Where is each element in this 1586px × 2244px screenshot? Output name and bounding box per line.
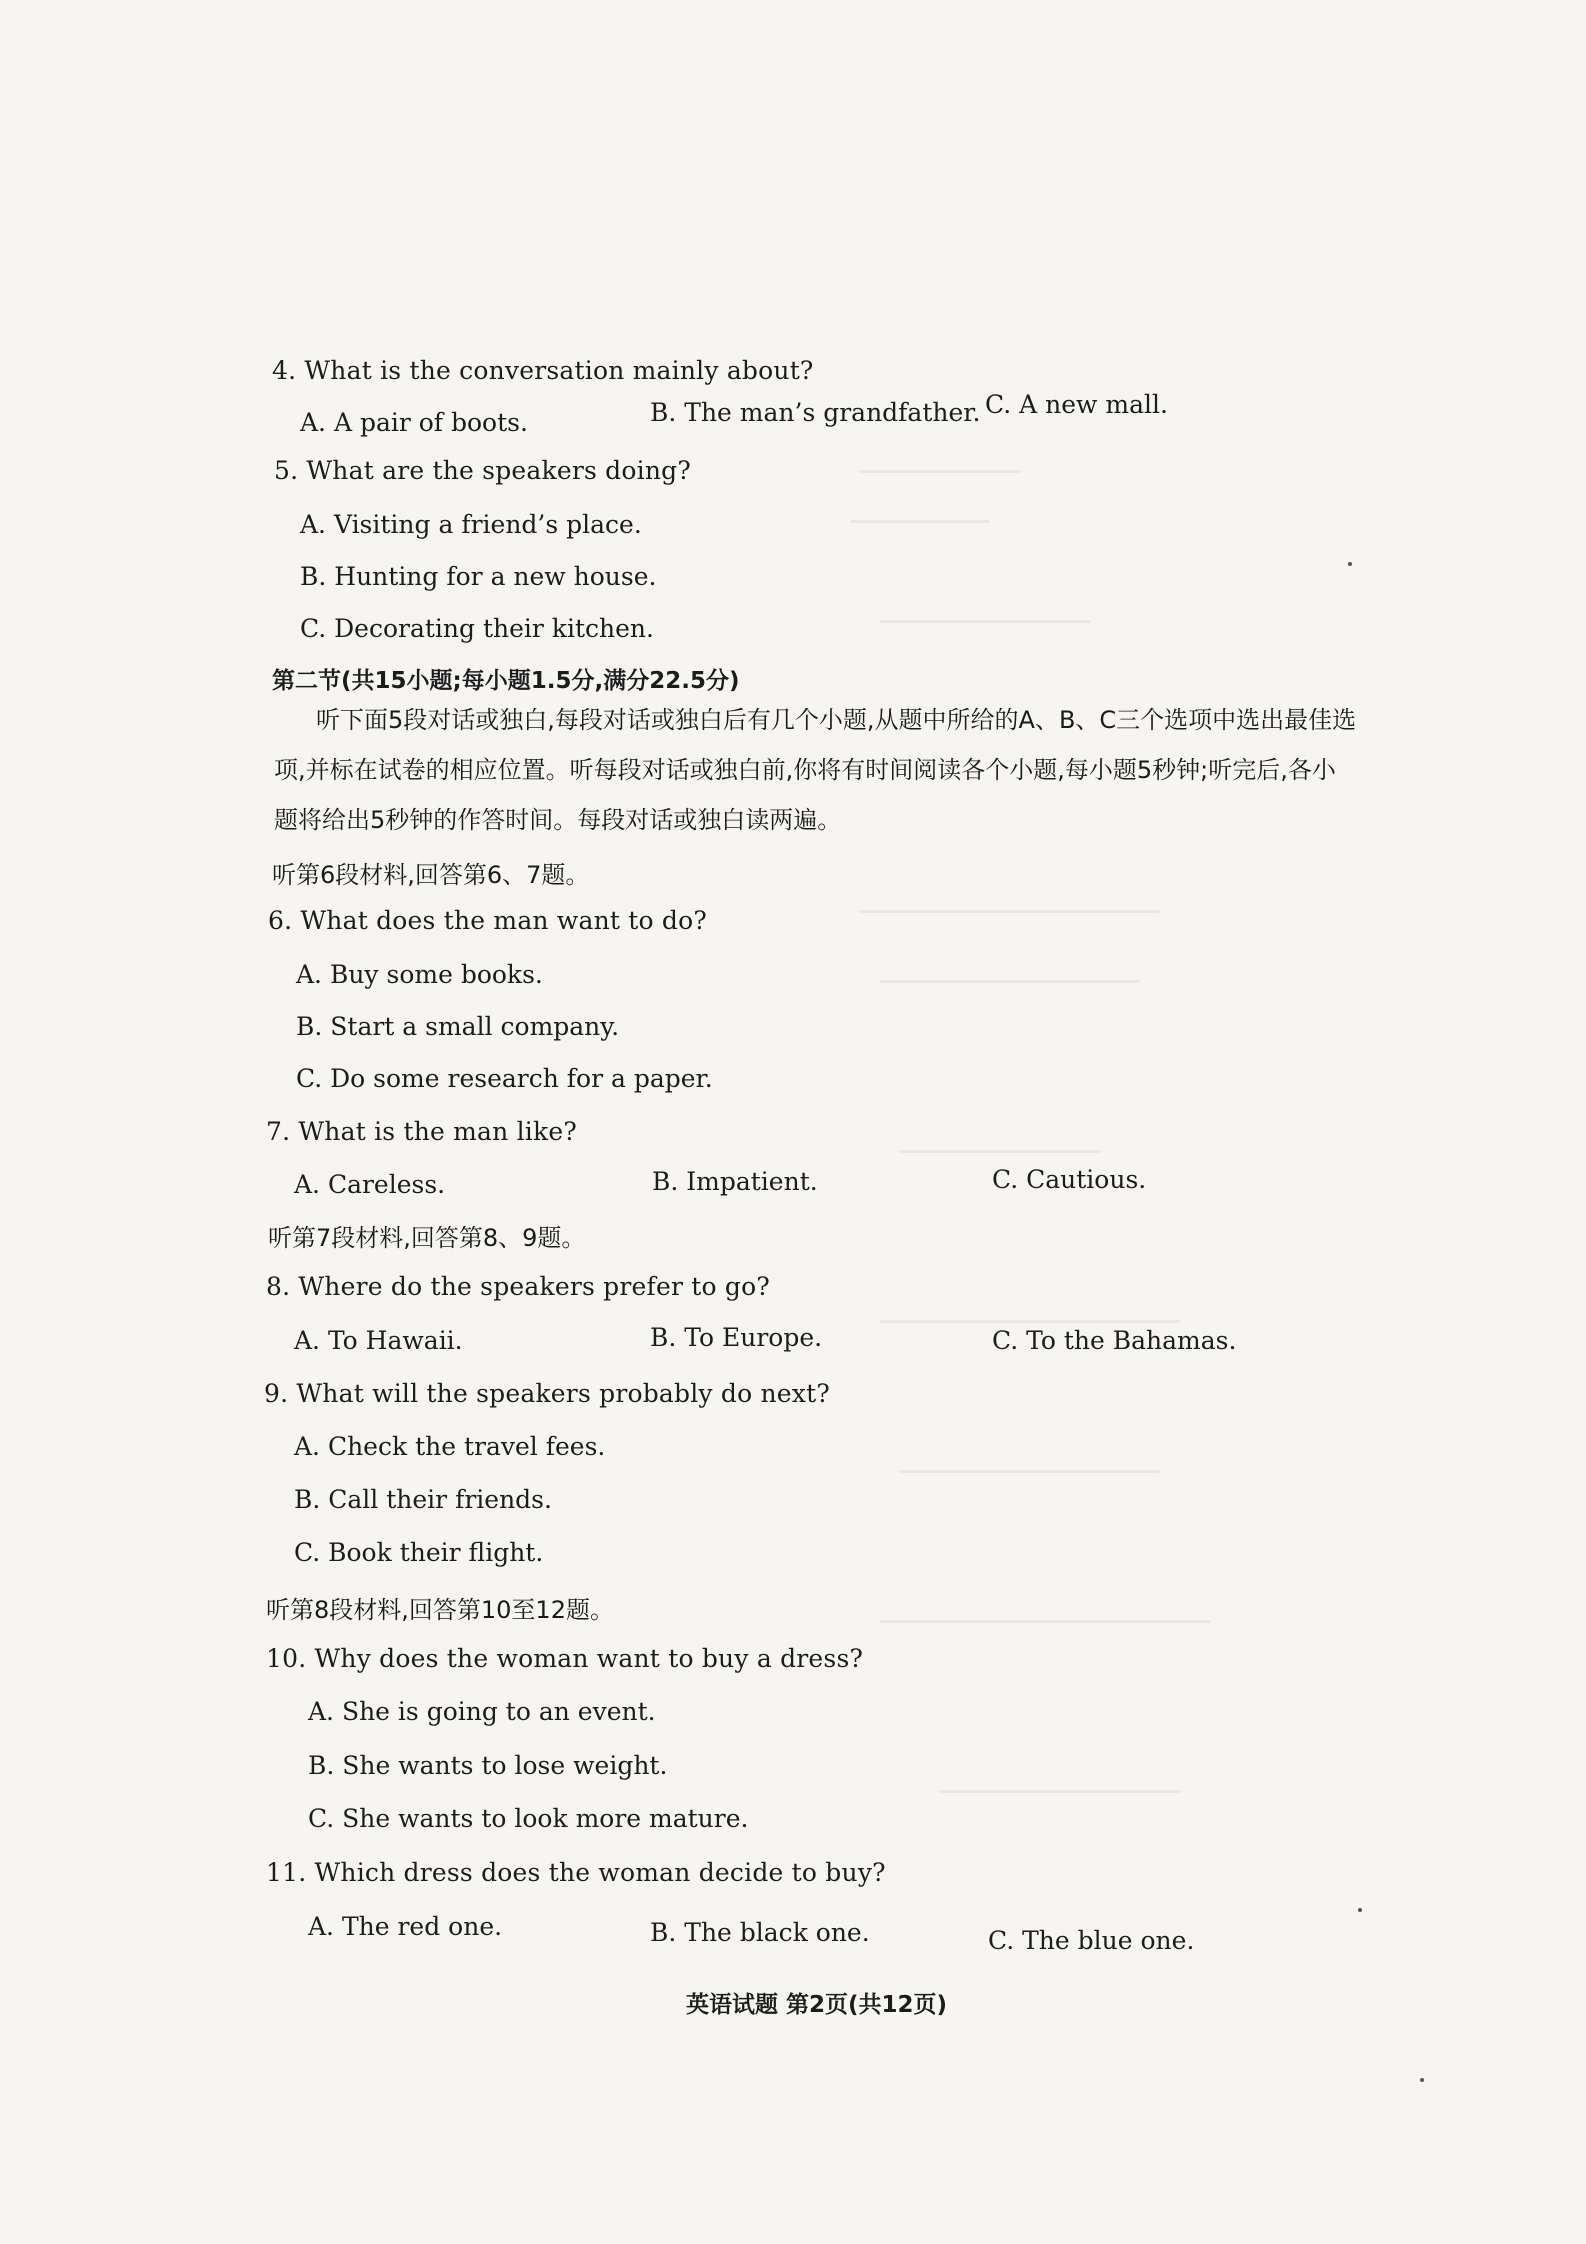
question-6-option-b: B. Start a small company. [296, 1012, 620, 1041]
scan-speck [1348, 562, 1352, 566]
question-11-stem: 11. Which dress does the woman decide to buy? [266, 1858, 886, 1887]
bleed-through-mark [860, 910, 1160, 913]
bleed-through-mark [850, 520, 990, 523]
question-9-option-b: B. Call their friends. [294, 1485, 552, 1514]
question-8-option-c: C. To the Bahamas. [992, 1326, 1237, 1355]
bleed-through-mark [860, 470, 1020, 473]
scan-speck [1420, 2078, 1424, 2082]
material-8-note: 听第8段材料,回答第10至12题。 [266, 1596, 614, 1624]
bleed-through-mark [880, 980, 1140, 983]
section-2-instruction-line-1: 听下面5段对话或独白,每段对话或独白后有几个小题,从题中所给的A、B、C三个选项中选出最佳选 [316, 706, 1357, 734]
question-10-stem: 10. Why does the woman want to buy a dress? [266, 1644, 864, 1673]
section-2-instruction-line-3: 题将给出5秒钟的作答时间。每段对话或独白读两遍。 [274, 806, 842, 834]
question-6-option-a: A. Buy some books. [296, 960, 543, 989]
question-6-option-c: C. Do some research for a paper. [296, 1064, 713, 1093]
question-4-option-c: C. A new mall. [985, 390, 1168, 419]
scan-speck [1358, 1908, 1362, 1912]
bleed-through-mark [900, 1470, 1160, 1473]
page-footer: 英语试题 第2页(共12页) [686, 1992, 948, 2018]
question-11-option-c: C. The blue one. [988, 1926, 1195, 1955]
question-7-stem: 7. What is the man like? [266, 1117, 577, 1146]
bleed-through-mark [900, 1150, 1100, 1153]
question-5-option-b: B. Hunting for a new house. [300, 562, 657, 591]
question-4-stem: 4. What is the conversation mainly about? [272, 356, 814, 385]
material-7-note: 听第7段材料,回答第8、9题。 [268, 1224, 586, 1252]
question-11-option-b: B. The black one. [650, 1918, 870, 1947]
question-4-option-a: A. A pair of boots. [300, 408, 528, 437]
question-6-stem: 6. What does the man want to do? [268, 906, 707, 935]
question-5-stem: 5. What are the speakers doing? [274, 456, 691, 485]
question-8-stem: 8. Where do the speakers prefer to go? [266, 1272, 770, 1301]
question-8-option-b: B. To Europe. [650, 1323, 823, 1352]
bleed-through-mark [880, 1320, 1180, 1323]
section-2-instruction-line-2: 项,并标在试卷的相应位置。听每段对话或独白前,你将有时间阅读各个小题,每小题5秒钟;听完后,各小 [274, 756, 1336, 784]
bleed-through-mark [880, 1620, 1210, 1623]
question-4-option-b: B. The man’s grandfather. [650, 398, 981, 427]
bleed-through-mark [880, 620, 1090, 623]
question-10-option-b: B. She wants to lose weight. [308, 1751, 668, 1780]
question-10-option-c: C. She wants to look more mature. [308, 1804, 749, 1833]
question-11-option-a: A. The red one. [308, 1912, 503, 1941]
question-9-stem: 9. What will the speakers probably do next? [264, 1379, 830, 1408]
question-5-option-a: A. Visiting a friend’s place. [300, 510, 642, 539]
question-7-option-c: C. Cautious. [992, 1165, 1147, 1194]
question-9-option-c: C. Book their flight. [294, 1538, 544, 1567]
question-5-option-c: C. Decorating their kitchen. [300, 614, 654, 643]
section-2-title: 第二节(共15小题;每小题1.5分,满分22.5分) [272, 668, 740, 694]
question-7-option-b: B. Impatient. [652, 1167, 818, 1196]
question-8-option-a: A. To Hawaii. [294, 1326, 463, 1355]
bleed-through-mark [940, 1790, 1180, 1793]
material-6-note: 听第6段材料,回答第6、7题。 [272, 861, 590, 889]
question-9-option-a: A. Check the travel fees. [294, 1432, 606, 1461]
question-7-option-a: A. Careless. [294, 1170, 446, 1199]
question-10-option-a: A. She is going to an event. [308, 1697, 656, 1726]
